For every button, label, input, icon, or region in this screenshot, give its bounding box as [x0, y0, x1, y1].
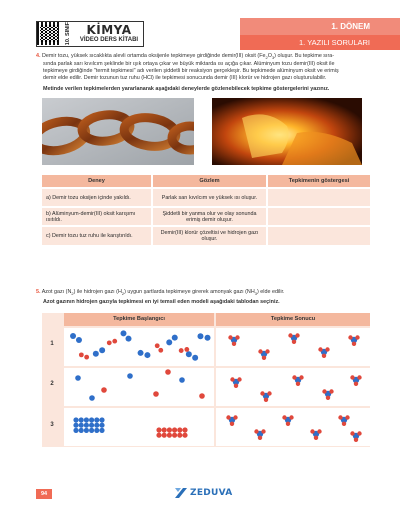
col-header-gozlem: Gözlem — [152, 175, 267, 188]
model-table — [42, 313, 370, 447]
atom — [232, 342, 236, 346]
col-header-result: Tepkime Sonucu — [216, 313, 370, 326]
atom — [73, 417, 78, 422]
atom — [352, 342, 356, 346]
atom — [156, 427, 161, 432]
atom — [282, 415, 286, 419]
atom — [258, 436, 262, 440]
atom — [235, 335, 239, 339]
atom — [354, 438, 358, 442]
brand-subtitle: VİDEO DERS KİTABI — [79, 37, 139, 43]
q5-instruction: Azot gazının hidrojen gazıyla tepkimesi en iyi temsil eden modeli aşağıdaki tablodan seçiniz. — [43, 299, 280, 305]
atom — [155, 343, 160, 348]
gozlem-cell: Parlak sarı kıvılcım ve yüksek ısı oluşur. — [152, 188, 267, 207]
q4-table — [42, 175, 370, 245]
col-header-start: Tepkime Başlangıcı — [64, 313, 214, 326]
atom — [197, 333, 203, 339]
atom — [342, 422, 346, 426]
atom — [354, 382, 358, 386]
atom — [89, 395, 95, 401]
atom — [79, 352, 84, 357]
atom — [172, 433, 177, 438]
atom — [167, 427, 172, 432]
book-logo — [36, 21, 144, 47]
q4-number: 4. — [36, 53, 41, 59]
grade-label: 10. SINIF — [61, 22, 75, 46]
atom — [156, 433, 161, 438]
atom — [120, 330, 126, 336]
q5-line1: 5. Azot gazı $(N_2)$ ile hidrojen gazı $(H_2)$ uygun şartlarda tepkimeye girerek amonyak gazı $(NH_3)$ elde edilir. — [36, 289, 285, 297]
model-result-2[interactable] — [216, 368, 370, 406]
atom — [186, 351, 192, 357]
atom — [288, 333, 292, 337]
atom — [94, 423, 99, 428]
answer-cell[interactable] — [267, 207, 370, 226]
atom — [184, 347, 189, 352]
brand-title: KİMYA — [86, 23, 132, 37]
atom — [237, 377, 241, 381]
atom — [99, 347, 105, 353]
exam-label: 1. YAZILI SORULARI — [240, 35, 400, 50]
atom — [233, 415, 237, 419]
atom — [322, 354, 326, 358]
answer-cell[interactable] — [267, 188, 370, 207]
atom — [94, 417, 99, 422]
col-header-deney: Deney — [42, 175, 152, 188]
atom — [70, 333, 76, 339]
atom — [318, 347, 322, 351]
atom — [317, 429, 321, 433]
atom — [94, 428, 99, 433]
atom — [89, 417, 94, 422]
atom — [99, 417, 104, 422]
atom — [292, 375, 296, 379]
atom — [258, 349, 262, 353]
atom — [89, 423, 94, 428]
atom — [101, 387, 107, 393]
molecules-start-1 — [64, 328, 214, 366]
atom — [79, 423, 84, 428]
atom — [167, 433, 172, 438]
publisher-logo — [175, 488, 233, 498]
gozlem-cell: Demir(III) klorür çözeltisi ve hidrojen gazı oluşur. — [152, 226, 267, 245]
atom — [162, 427, 167, 432]
rusty-chain-photo — [42, 98, 194, 165]
deney-cell: c) Demir tozu tuz ruhu ile karıştırıldı. — [42, 226, 152, 245]
deney-cell: b) Alüminyum-demir(III) oksit karışımı ısıtıldı. — [42, 207, 152, 226]
atom — [357, 431, 361, 435]
atom — [292, 340, 296, 344]
atom — [310, 429, 314, 433]
table-row — [42, 207, 370, 226]
atom — [350, 375, 354, 379]
atom — [322, 389, 326, 393]
answer-cell[interactable] — [267, 226, 370, 245]
molten-iron-photo — [212, 98, 362, 165]
atom — [355, 335, 359, 339]
q4-line3: tepkimeye girdiğinde "termit tepkimesi" adı verilen şiddetli bir reaksiyon gerçekleşir. Bu tepkimede alüminyum oksit ve erimiş — [43, 67, 339, 74]
atom — [84, 428, 89, 433]
atom — [177, 427, 182, 432]
term-label: 1. DÖNEM — [240, 18, 400, 35]
molecules-start-3 — [64, 408, 214, 446]
atom — [162, 433, 167, 438]
atom — [172, 427, 177, 432]
atom — [350, 431, 354, 435]
atom — [127, 373, 133, 379]
atom — [165, 369, 171, 375]
atom — [84, 423, 89, 428]
atom — [79, 428, 84, 433]
atom — [289, 415, 293, 419]
page-number: 94 — [36, 489, 52, 499]
table-row — [42, 226, 370, 245]
atom — [286, 422, 290, 426]
q4-instruction: Metinde verilen tepkimelerden yararlanarak aşağıdaki deneylerde gözlenebilecek tepkime göstergelerini yazınız. — [43, 86, 330, 92]
atom — [230, 377, 234, 381]
atom — [296, 382, 300, 386]
model-result-1[interactable] — [216, 328, 370, 366]
atom — [153, 391, 159, 397]
publisher-name: ZEDUVA — [190, 488, 233, 498]
atom — [79, 417, 84, 422]
atom — [295, 333, 299, 337]
molecules-result-2 — [216, 368, 370, 406]
atom — [314, 436, 318, 440]
q4-line4: demir elde edilir. Demir tozunun tuz ruhu (HCl) ile tepkimesi sonucunda demir (III) klorür ve hidrojen gazı oluşturulabilir. — [43, 75, 327, 82]
model-start-3[interactable] — [64, 408, 214, 446]
q4-line1: 4. Demir tozu, yüksek sıcaklıkta alevli ortamda oksijenle tepkimeye girdiğinde demir(III) oksit $(Fe_2O_3)$ oluşur. Bu tepkime sıra- — [36, 53, 335, 61]
atom — [172, 335, 178, 341]
model-result-3[interactable] — [216, 408, 370, 446]
molecules-result-3 — [216, 408, 370, 446]
row-number: 1 — [50, 341, 54, 347]
atom — [89, 428, 94, 433]
gozlem-cell: Şiddetli bir yanma olur ve olay sonunda erimiş demir oluşur. — [152, 207, 267, 226]
atom — [107, 340, 112, 345]
atom — [262, 356, 266, 360]
atom — [73, 428, 78, 433]
qr-code-icon — [37, 22, 61, 45]
row-number: 2 — [50, 381, 54, 387]
q4-line2: sında parlak sarı kıvılcım şeklinde bir ışık ortaya çıkar ve büyük miktarda ısı açığa çıkar. Alüminyum tozu demir(III) oksit ile — [43, 60, 335, 67]
atom — [325, 347, 329, 351]
atom — [205, 335, 211, 341]
atom — [179, 348, 184, 353]
atom — [199, 393, 205, 399]
atom — [265, 349, 269, 353]
zeduva-icon — [175, 488, 187, 498]
atom — [138, 350, 144, 356]
model-start-2[interactable] — [64, 368, 214, 406]
atom — [93, 351, 99, 357]
atom — [267, 391, 271, 395]
atom — [73, 423, 78, 428]
atom — [260, 391, 264, 395]
atom — [326, 396, 330, 400]
atom — [264, 398, 268, 402]
atom — [179, 377, 185, 383]
q5-number: 5. — [36, 289, 41, 295]
atom — [226, 415, 230, 419]
atom — [348, 335, 352, 339]
atom — [230, 422, 234, 426]
atom — [228, 335, 232, 339]
atom — [75, 375, 81, 381]
atom — [254, 429, 258, 433]
molecules-start-2 — [64, 368, 214, 406]
model-start-1[interactable] — [64, 328, 214, 366]
atom — [357, 375, 361, 379]
atom — [192, 355, 198, 361]
row-number: 3 — [50, 422, 54, 428]
atom — [329, 389, 333, 393]
atom — [182, 427, 187, 432]
atom — [158, 348, 163, 353]
atom — [338, 415, 342, 419]
atom — [261, 429, 265, 433]
atom — [84, 417, 89, 422]
atom — [166, 339, 172, 345]
atom — [299, 375, 303, 379]
atom — [84, 355, 89, 360]
table-row — [42, 188, 370, 207]
molecules-result-1 — [216, 328, 370, 366]
atom — [99, 428, 104, 433]
col-header-gosterge: Tepkimenin göstergesi — [267, 175, 370, 188]
atom — [345, 415, 349, 419]
brand — [75, 22, 143, 46]
atom — [234, 384, 238, 388]
atom — [126, 336, 132, 342]
atom — [112, 339, 117, 344]
atom — [177, 433, 182, 438]
deney-cell: a) Demir tozu oksijen içinde yakıldı. — [42, 188, 152, 207]
atom — [99, 423, 104, 428]
atom — [76, 337, 82, 343]
atom — [144, 352, 150, 358]
atom — [182, 433, 187, 438]
